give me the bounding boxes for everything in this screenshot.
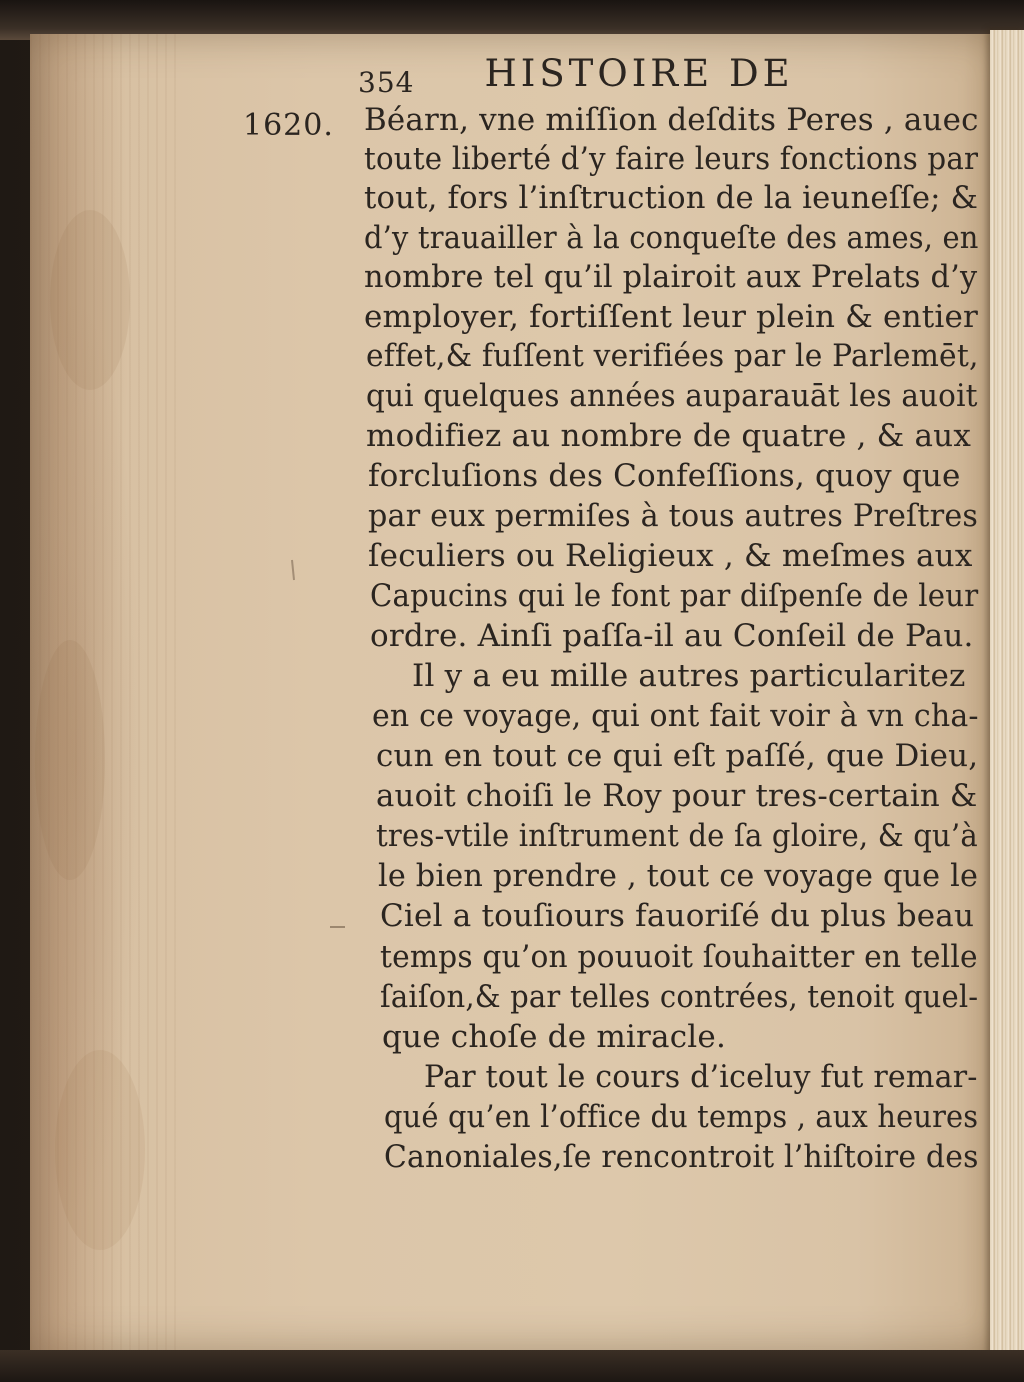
text-line: en ce voyage, qui ont fait voir à vn cha- bbox=[372, 698, 979, 734]
text-line: qué qu’en l’office du temps , aux heures bbox=[384, 1099, 979, 1135]
text-line: Capucins qui le font par diſpenſe de leur bbox=[370, 578, 979, 614]
text-line: par eux permiſes à tous autres Preſtres bbox=[368, 498, 979, 534]
text-line: effet,& fuſſent verifiées par le Parlemēt, bbox=[366, 338, 979, 374]
text-line: Canoniales,ſe rencontroit l’hiſtoire des bbox=[384, 1139, 979, 1175]
text-line: ſaiſon,& par telles contrées, tenoit quel- bbox=[380, 979, 979, 1015]
text-line: cun en tout ce qui eſt paſſé, que Dieu, bbox=[376, 738, 979, 774]
running-header bbox=[358, 52, 794, 99]
text-line: modifiez au nombre de quatre , & aux bbox=[366, 418, 972, 454]
text-line: Béarn, vne miſſion deſdits Peres , auec bbox=[364, 102, 979, 138]
text-line: Par tout le cours d’iceluy fut remar- bbox=[424, 1059, 978, 1095]
text-line: temps qu’on pouuoit ſouhaitter en telle bbox=[380, 939, 978, 975]
text-line: qui quelques années auparauāt les auoit bbox=[366, 378, 978, 414]
text-line: Il y a eu mille autres particularitez bbox=[412, 658, 966, 694]
running-title: HISTOIRE DE bbox=[484, 52, 794, 95]
text-line: auoit choiſi le Roy pour tres-certain & bbox=[376, 778, 978, 814]
text-line: employer, fortiſſent leur plein & entier bbox=[364, 299, 979, 335]
text-line: d’y trauailler à la conqueſte des ames, en bbox=[364, 220, 979, 256]
text-line: forcluſions des Confeſſions, quoy que bbox=[368, 458, 961, 494]
text-line: ordre. Ainſi paſſa-il au Conſeil de Pau. bbox=[370, 618, 974, 654]
text-line: ſeculiers ou Religieux , & meſmes aux bbox=[368, 538, 973, 574]
text-line: que choſe de miracle. bbox=[382, 1019, 727, 1055]
margin-year: 1620. bbox=[243, 108, 334, 143]
text-line: Ciel a touſiours fauoriſé du plus beau bbox=[380, 898, 975, 934]
text-line: toute liberté d’y faire leurs fonctions par bbox=[364, 141, 979, 177]
text-line: tout, fors l’inſtruction de la ieuneſſe; & bbox=[364, 180, 979, 216]
text-line: le bien prendre , tout ce voyage que le bbox=[378, 858, 979, 894]
text-line: nombre tel qu’il plairoit aux Prelats d’y bbox=[364, 259, 978, 295]
page-number: 354 bbox=[358, 66, 415, 99]
text-line: tres-vtile inſtrument de ſa gloire, & qu’à bbox=[376, 818, 978, 854]
